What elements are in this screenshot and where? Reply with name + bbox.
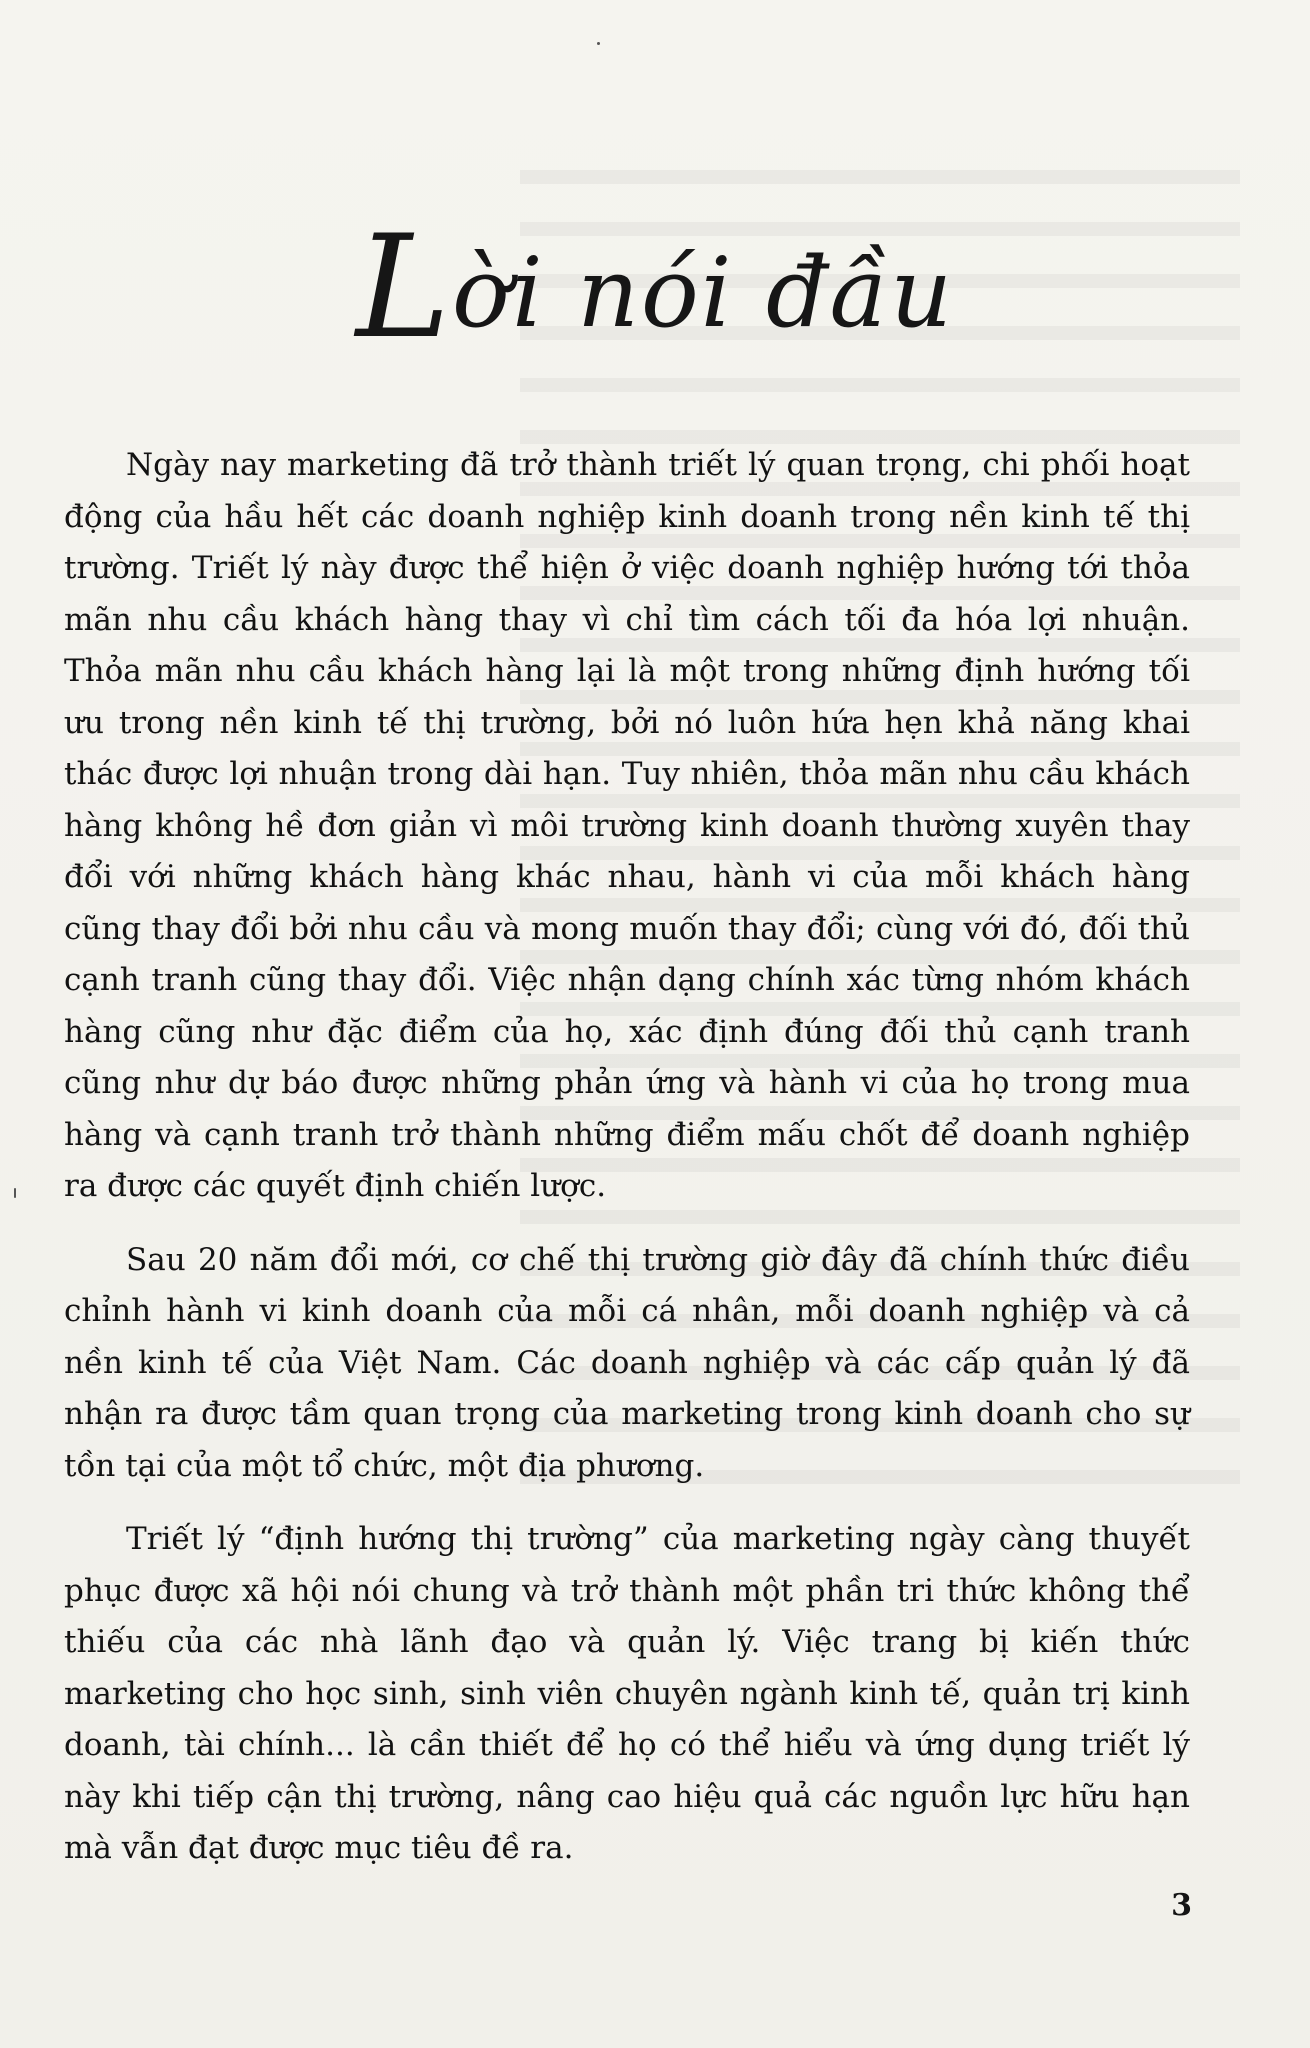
paragraph-2: Sau 20 năm đổi mới, cơ chế thị trường giờ đây đã chính thức điều chỉnh hành vi kinh doanh của mỗi cá nhân, mỗi doanh nghiệp và cả nền kinh tế của Việt Nam. Các doanh nghiệp và các cấp quản lý đã nhận ra được tầm quan trọng của marketing trong kinh doanh cho sự tồn tại của một tổ chức, một địa phương. (64, 1241, 1190, 1484)
title-initial: L (355, 205, 453, 370)
paragraph-1: Ngày nay marketing đã trở thành triết lý quan trọng, chi phối hoạt động của hầu hết các doanh nghiệp kinh doanh trong nền kinh tế thị trường. Triết lý này được thể hiện ở việc doanh nghiệp hướng tới thỏa mãn nhu cầu khách hàng thay vì chỉ tìm cách tối đa hóa lợi nhuận. Thỏa mãn nhu cầu khách hàng lại là một trong những định hướng tối ưu trong nền kinh tế thị trường, bởi nó luôn hứa hẹn khả năng khai thác được lợi nhuận trong dài hạn. Tuy nhiên, thỏa mãn nhu cầu khách hàng không hề đơn giản vì môi trường kinh doanh thường xuyên thay đổi với những khách hàng khác nhau, hành vi của mỗi khách hàng cũng thay đổi bởi nhu cầu và mong muốn thay đổi; cùng với đó, đối thủ cạnh tranh cũng thay đổi. Việc nhận dạng chính xác từng nhóm khách hàng cũng như đặc điểm của họ, xác định đúng đối thủ cạnh tranh cũng như dự báo được những phản ứng và hành vi của họ trong mua hàng và cạnh tranh trở thành những điểm mấu chốt để doanh nghiệp ra được các quyết định chiến lược. (64, 447, 1190, 1204)
body-text (64, 440, 1190, 1897)
paragraph-3: Triết lý “định hướng thị trường” của marketing ngày càng thuyết phục được xã hội nói chung và trở thành một phần tri thức không thể thiếu của các nhà lãnh đạo và quản lý. Việc trang bị kiến thức marketing cho học sinh, sinh viên chuyên ngành kinh tế, quản trị kinh doanh, tài chính... là cần thiết để họ có thể hiểu và ứng dụng triết lý này khi tiếp cận thị trường, nâng cao hiệu quả các nguồn lực hữu hạn mà vẫn đạt được mục tiêu đề ra. (64, 1521, 1190, 1866)
speck (14, 1188, 16, 1198)
speck (597, 42, 600, 45)
page-number: 3 (1171, 1888, 1192, 1923)
title-rest: ời nói đầu (452, 237, 955, 349)
page-title (0, 200, 1310, 370)
page-title-text (355, 205, 955, 370)
